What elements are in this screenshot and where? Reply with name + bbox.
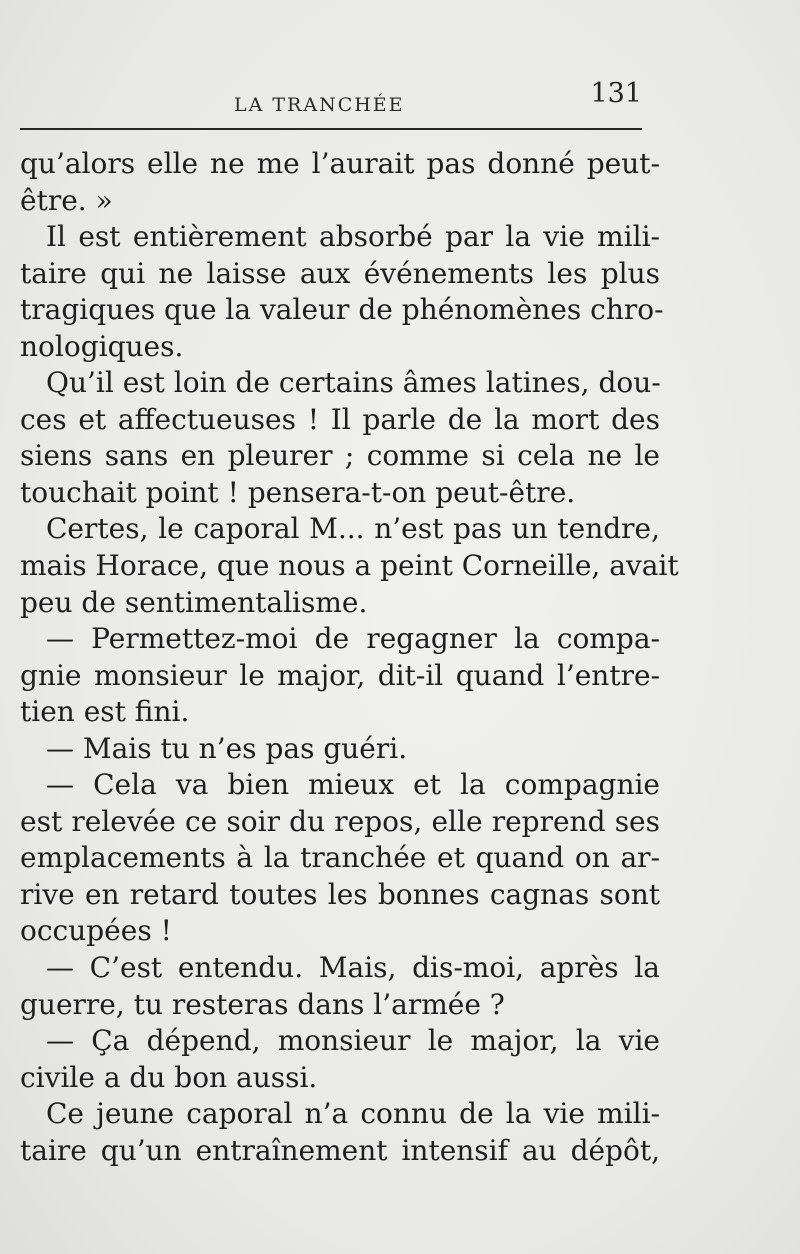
text-line: Qu’il est loin de certains âmes latines, dou- bbox=[46, 366, 661, 400]
text-line: taire qui ne laisse aux événements les plus bbox=[20, 256, 660, 290]
text-line: être. » bbox=[20, 183, 113, 217]
text-line: guerre, tu resteras dans l’armée ? bbox=[20, 987, 505, 1021]
text-line: occupées ! bbox=[20, 914, 172, 948]
text-line: mais Horace, que nous a peint Corneille, avait bbox=[20, 549, 679, 583]
text-line: civile a du bon aussi. bbox=[20, 1060, 318, 1094]
text-line: taire qu’un entraînement intensif au dépôt, bbox=[20, 1133, 660, 1167]
text-line: — C’est entendu. Mais, dis-moi, après la bbox=[46, 951, 660, 985]
text-line: — Cela va bien mieux et la compagnie bbox=[46, 768, 660, 802]
text-line: ces et affectueuses ! Il parle de la mort des bbox=[20, 402, 660, 436]
text-line: Certes, le caporal M... n’est pas un tendre, bbox=[46, 512, 660, 546]
text-line: — Mais tu n’es pas guéri. bbox=[46, 731, 408, 765]
text-line: tien est fini. bbox=[20, 695, 190, 729]
text-line: touchait point ! pensera-t-on peut-être. bbox=[20, 475, 576, 509]
page-number: 131 bbox=[590, 78, 642, 109]
text-line: siens sans en pleurer ; comme si cela ne le bbox=[20, 439, 660, 473]
text-line: emplacements à la tranchée et quand on ar- bbox=[20, 841, 660, 875]
header-rule bbox=[20, 128, 642, 130]
text-line: — Ça dépend, monsieur le major, la vie bbox=[46, 1024, 660, 1058]
text-line: est relevée ce soir du repos, elle reprend ses bbox=[20, 804, 660, 838]
text-line: — Permettez-moi de regagner la compa- bbox=[46, 622, 660, 656]
text-line: tragiques que la valeur de phénomènes chro- bbox=[20, 293, 664, 327]
text-line: qu’alors elle ne me l’aurait pas donné peut- bbox=[20, 147, 660, 180]
running-head bbox=[20, 78, 642, 126]
text-line: nologiques. bbox=[20, 329, 184, 363]
text-line: rive en retard toutes les bonnes cagnas sont bbox=[20, 877, 660, 911]
text-line: gnie monsieur le major, dit-il quand l’entre- bbox=[20, 658, 660, 692]
running-title: LA TRANCHÉE bbox=[234, 94, 405, 116]
text-line: peu de sentimentalisme. bbox=[20, 585, 368, 619]
text-line: Il est entièrement absorbé par la vie mili- bbox=[46, 220, 660, 254]
body-text bbox=[20, 146, 679, 1169]
text-line: Ce jeune caporal n’a connu de la vie mili- bbox=[46, 1097, 660, 1131]
